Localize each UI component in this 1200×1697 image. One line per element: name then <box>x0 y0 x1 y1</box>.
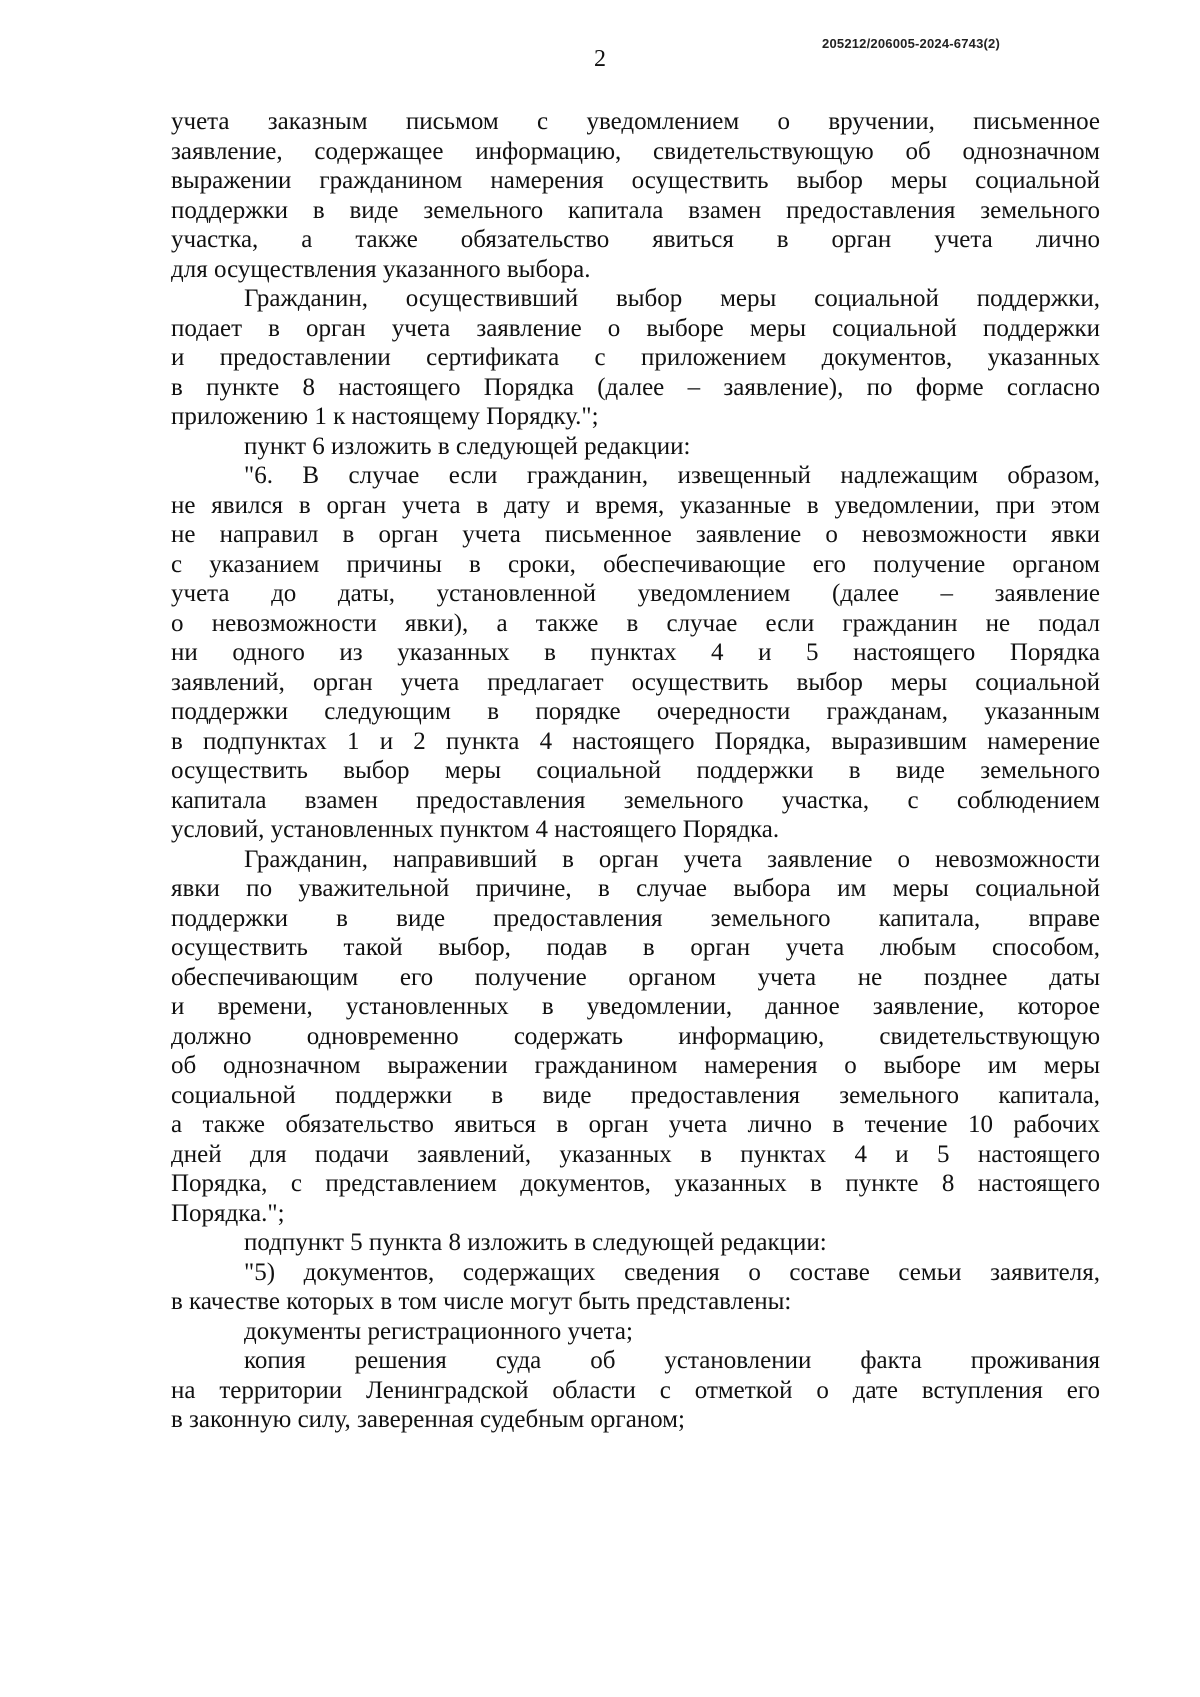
text-line: и предоставлении сертификата с приложением документов, указанных <box>171 344 1100 371</box>
text-line: документы регистрационного учета; <box>244 1317 633 1345</box>
text-line: дней для подачи заявлений, указанных в пунктах 4 и 5 настоящего <box>171 1140 1100 1168</box>
text-line: с указанием причины в сроки, обеспечивающие его получение органом <box>171 550 1100 578</box>
page-number: 2 <box>594 46 606 72</box>
text-line: осуществить такой выбор, подав в орган учета любым способом, <box>171 934 1100 961</box>
text-line: Порядка, с представлением документов, указанных в пункте 8 настоящего <box>171 1170 1100 1197</box>
text-line: в законную силу, заверенная судебным органом; <box>171 1406 685 1433</box>
text-line: в подпунктах 1 и 2 пункта 4 настоящего Порядка, выразившим намерение <box>171 727 1100 755</box>
document-body <box>171 107 1100 1435</box>
text-line: приложению 1 к настоящему Порядку."; <box>171 403 599 430</box>
text-line: Гражданин, направивший в орган учета заявление о невозможности <box>244 845 1100 873</box>
text-line: условий, установленных пунктом 4 настоящего Порядка. <box>171 816 780 843</box>
text-line: учета до даты, установленной уведомлением (далее – заявление <box>171 580 1100 607</box>
text-line: заявление, содержащее информацию, свидетельствующую об однозначном <box>171 137 1100 165</box>
text-line: а также обязательство явиться в орган учета лично в течение 10 рабочих <box>171 1111 1100 1138</box>
text-line: подпункт 5 пункта 8 изложить в следующей редакции: <box>244 1229 827 1256</box>
text-line: поддержки следующим в порядке очередности гражданам, указанным <box>171 698 1100 725</box>
text-line: участка, а также обязательство явиться в орган учета лично <box>171 226 1100 253</box>
text-line: "5) документов, содержащих сведения о составе семьи заявителя, <box>244 1258 1100 1286</box>
text-line: и времени, установленных в уведомлении, данное заявление, которое <box>171 993 1100 1020</box>
text-line: не направил в орган учета письменное заявление о невозможности явки <box>171 521 1100 548</box>
text-line: выражении гражданином намерения осуществить выбор меры социальной <box>171 167 1100 194</box>
text-line: должно одновременно содержать информацию, свидетельствующую <box>171 1022 1100 1050</box>
text-line: не явился в орган учета в дату и время, указанные в уведомлении, при этом <box>171 491 1100 519</box>
text-line: в качестве которых в том числе могут быть представлены: <box>171 1288 792 1315</box>
text-line: для осуществления указанного выбора. <box>171 255 591 283</box>
text-line: "6. В случае если гражданин, извещенный надлежащим образом, <box>244 462 1100 489</box>
text-line: копия решения суда об установлении факта проживания <box>244 1347 1100 1374</box>
text-line: на территории Ленинградской области с отметкой о дате вступления его <box>171 1376 1100 1404</box>
text-line: осуществить выбор меры социальной поддержки в виде земельного <box>171 757 1100 784</box>
text-line: учета заказным письмом с уведомлением о вручении, письменное <box>171 108 1100 135</box>
text-line: в пункте 8 настоящего Порядка (далее – заявление), по форме согласно <box>171 373 1100 401</box>
text-line: об однозначном выражении гражданином намерения о выборе им меры <box>171 1052 1100 1079</box>
text-line: социальной поддержки в виде предоставления земельного капитала, <box>171 1081 1100 1109</box>
text-line: пункт 6 изложить в следующей редакции: <box>244 432 691 460</box>
text-line: явки по уважительной причине, в случае выбора им меры социальной <box>171 875 1100 902</box>
document-registration-number: 205212/206005-2024-6743(2) <box>822 36 1000 51</box>
text-line: заявлений, орган учета предлагает осуществить выбор меры социальной <box>171 668 1100 696</box>
text-line: о невозможности явки), а также в случае если гражданин не подал <box>171 609 1100 637</box>
text-line: поддержки в виде предоставления земельного капитала, вправе <box>171 904 1100 932</box>
text-line: Порядка."; <box>171 1199 285 1227</box>
text-line: ни одного из указанных в пунктах 4 и 5 настоящего Порядка <box>171 639 1100 666</box>
text-line: подает в орган учета заявление о выборе меры социальной поддержки <box>171 314 1100 342</box>
text-line: капитала взамен предоставления земельного участка, с соблюдением <box>171 786 1100 814</box>
text-line: поддержки в виде земельного капитала взамен предоставления земельного <box>171 196 1100 224</box>
text-line: обеспечивающим его получение органом учета не позднее даты <box>171 963 1100 991</box>
text-line: Гражданин, осуществивший выбор меры социальной поддержки, <box>244 285 1100 312</box>
